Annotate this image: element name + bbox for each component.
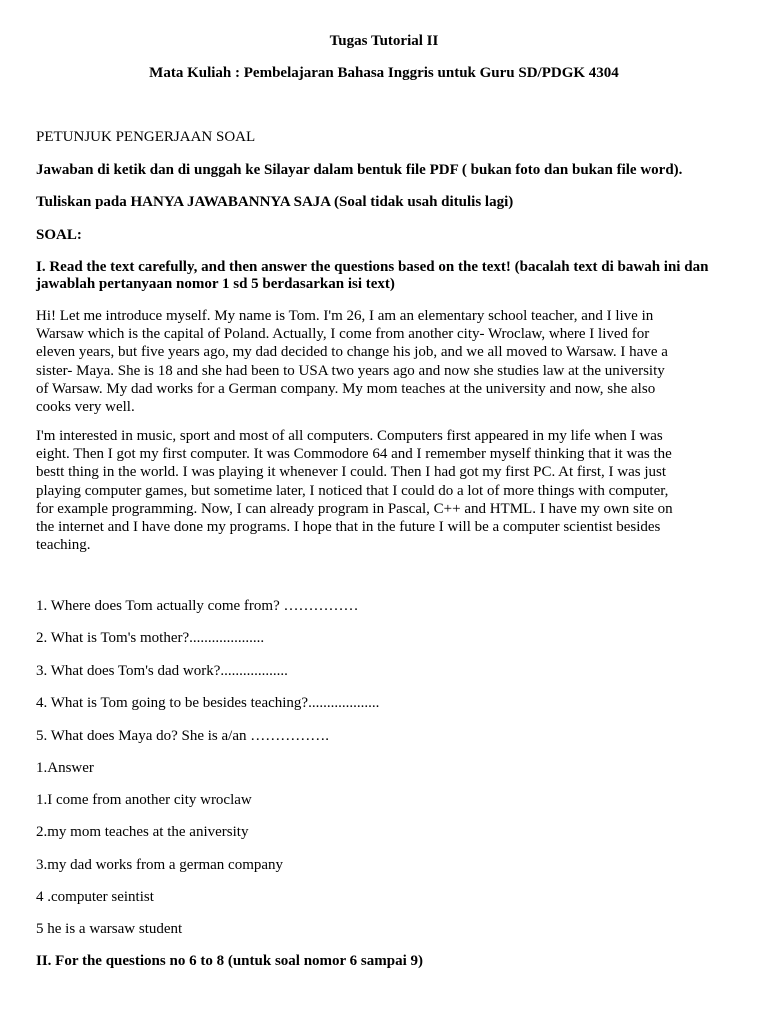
- question-3: 3. What does Tom's dad work?..................: [36, 663, 288, 679]
- paragraph-line: bestt thing in the world. I was playing it whenever I could. Then I had got my first PC. At first, I was just: [36, 464, 667, 481]
- paragraph-line: playing computer games, but sometime later, I noticed that I could do a lot of more things with computer,: [36, 482, 669, 499]
- instruction-answers-only: Tuliskan pada HANYA JAWABANNYA SAJA (Soal tidak usah ditulis lagi): [36, 194, 514, 210]
- paragraph-line: I'm interested in music, sport and most of all computers. Computers first appeared in my life when I was: [36, 428, 663, 444]
- answer-heading: 1.Answer: [36, 760, 94, 776]
- paragraph-line: cooks very well.: [36, 399, 135, 416]
- paragraph-line: Warsaw which is the capital of Poland. Actually, I come from another city- Wroclaw, where I lived for: [36, 326, 650, 343]
- section1-heading-line2: jawablah pertanyaan nomor 1 sd 5 berdasarkan isi text): [36, 276, 395, 292]
- answer-5: 5 he is a warsaw student: [36, 921, 183, 937]
- document-title: Tugas Tutorial II: [329, 33, 439, 49]
- paragraph-line: eleven years, but five years ago, my dad decided to change his job, and we all moved to Warsaw. I have a: [36, 344, 668, 361]
- answer-4: 4 .computer seintist: [36, 889, 154, 905]
- section2-heading: II. For the questions no 6 to 8 (untuk soal nomor 6 sampai 9): [36, 953, 424, 969]
- course-title: Mata Kuliah : Pembelajaran Bahasa Inggris untuk Guru SD/PDGK 4304: [149, 65, 619, 81]
- paragraph-line: teaching.: [36, 537, 91, 554]
- paragraph-line: the internet and I have done my programs. I hope that in the future I will be a computer scientist besides: [36, 519, 661, 536]
- question-4: 4. What is Tom going to be besides teaching?...................: [36, 695, 380, 711]
- question-2: 2. What is Tom's mother?....................: [36, 630, 265, 646]
- section1-heading-line1: I. Read the text carefully, and then answer the questions based on the text! (bacalah text di bawah ini dan: [36, 259, 709, 275]
- answer-1: 1.I come from another city wroclaw: [36, 792, 252, 808]
- paragraph-line: Hi! Let me introduce myself. My name is Tom. I'm 26, I am an elementary school teacher, and I live in: [36, 308, 654, 324]
- paragraph-line: of Warsaw. My dad works for a German company. My mom teaches at the university and now, she also: [36, 380, 656, 397]
- instruction-upload: Jawaban di ketik dan di unggah ke Silayar dalam bentuk file PDF ( bukan foto dan bukan file word).: [36, 162, 683, 178]
- answer-3: 3.my dad works from a german company: [36, 857, 284, 873]
- answer-2: 2.my mom teaches at the aniversity: [36, 824, 249, 840]
- paragraph-line: eight. Then I got my first computer. It was Commodore 64 and I remember myself thinking that it was the: [36, 446, 672, 463]
- instructions-heading: PETUNJUK PENGERJAAN SOAL: [36, 129, 256, 145]
- paragraph-line: sister- Maya. She is 18 and she had been to USA two years ago and now she studies law at the university: [36, 362, 665, 379]
- question-1: 1. Where does Tom actually come from? ……………: [36, 598, 359, 614]
- paragraph-line: for example programming. Now, I can already program in Pascal, C++ and HTML. I have my own site on: [36, 500, 673, 517]
- reading-paragraph-1: [36, 307, 732, 416]
- soal-label: SOAL:: [36, 227, 82, 243]
- reading-paragraph-2: [36, 427, 732, 554]
- question-5: 5. What does Maya do? She is a/an …………….: [36, 728, 330, 744]
